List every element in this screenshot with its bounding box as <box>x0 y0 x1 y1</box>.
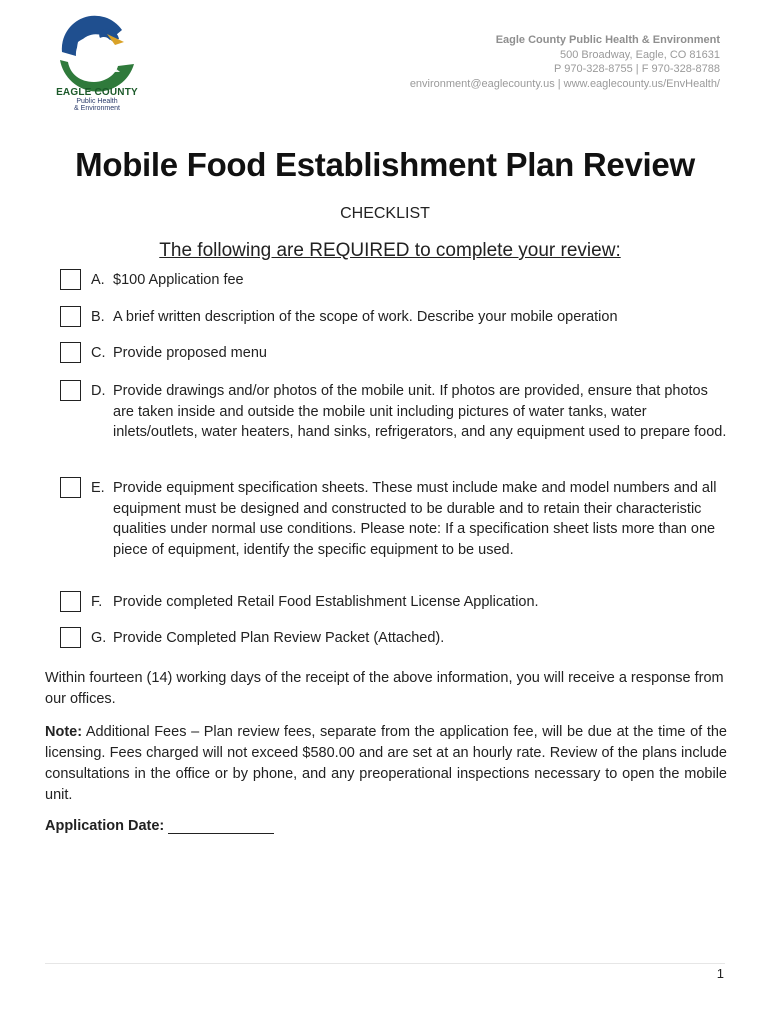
checkbox-c[interactable] <box>60 342 81 363</box>
item-text: Provide Completed Plan Review Packet (Attached). <box>113 630 445 646</box>
item-text: Provide equipment specification sheets. These must include make and model numbers and all equipment must be designed and constructed to be durable and to retain their characteristic qualities under normal use conditions. Please note: If a specification sheet lists more than one piece of equipment, identify the specific equipment to be used. <box>113 480 717 558</box>
page-subtitle: CHECKLIST <box>340 205 430 222</box>
item-letter: A. <box>91 272 105 288</box>
application-date-field[interactable] <box>168 819 274 834</box>
note-text: Additional Fees – Plan review fees, separate from the application fee, will be due at the time of the licensing. Fees charged will not exceed $580.00 and are set at an hourly rate. Review of the plans include consultations in the office or by phone, and any preoperational inspections necessary to open the mobile unit. <box>45 724 727 803</box>
logo-name: EAGLE COUNTY <box>56 87 138 98</box>
org-contact-links: environment@eaglecounty.us | www.eaglecounty.us/EnvHealth/ <box>409 77 720 90</box>
note-label: Note: <box>45 724 83 740</box>
logo-sub-public-health: Public Health <box>76 98 118 105</box>
checkbox-e[interactable] <box>60 477 81 498</box>
item-letter: D. <box>91 383 106 399</box>
org-name: Eagle County Public Health & Environment <box>495 34 720 46</box>
logo-sub-environment: & Environment <box>74 105 120 112</box>
response-paragraph: Within fourteen (14) working days of the receipt of the above information, you will receive a response from our offices. <box>45 670 724 707</box>
header-contact-info <box>410 33 720 91</box>
checkbox-a[interactable] <box>60 269 81 290</box>
org-address: 500 Broadway, Eagle, CO 81631 <box>559 48 720 61</box>
item-letter: F. <box>91 594 103 610</box>
item-text: Provide drawings and/or photos of the mobile unit. If photos are provided, ensure that photos are taken inside and outside the mobile unit including pictures of water tanks, water inlets/outlets, water heaters, hand sinks, refrigerators, and any equipment used to prepare food. <box>113 383 727 440</box>
application-date-label: Application Date: <box>45 818 165 834</box>
checkbox-d[interactable] <box>60 380 81 401</box>
item-letter: C. <box>91 345 106 361</box>
org-phone-fax: P 970-328-8755 | F 970-328-8788 <box>554 63 720 75</box>
item-letter: E. <box>91 480 105 496</box>
item-text: $100 Application fee <box>113 272 244 288</box>
note-paragraph <box>45 722 727 806</box>
required-heading: The following are REQUIRED to complete your review: <box>159 240 621 261</box>
page-number: 1 <box>716 966 724 981</box>
item-letter: B. <box>91 309 105 325</box>
checkbox-b[interactable] <box>60 306 81 327</box>
application-date <box>45 818 274 834</box>
checkbox-g[interactable] <box>60 627 81 648</box>
item-text: Provide proposed menu <box>113 345 267 361</box>
item-text: Provide completed Retail Food Establishment License Application. <box>113 594 539 610</box>
logo-text <box>52 88 142 112</box>
page-title: Mobile Food Establishment Plan Review <box>75 146 695 183</box>
item-text: A brief written description of the scope of work. Describe your mobile operation <box>113 309 618 325</box>
footer-divider <box>45 963 725 964</box>
checkbox-f[interactable] <box>60 591 81 612</box>
item-letter: G. <box>91 630 107 646</box>
